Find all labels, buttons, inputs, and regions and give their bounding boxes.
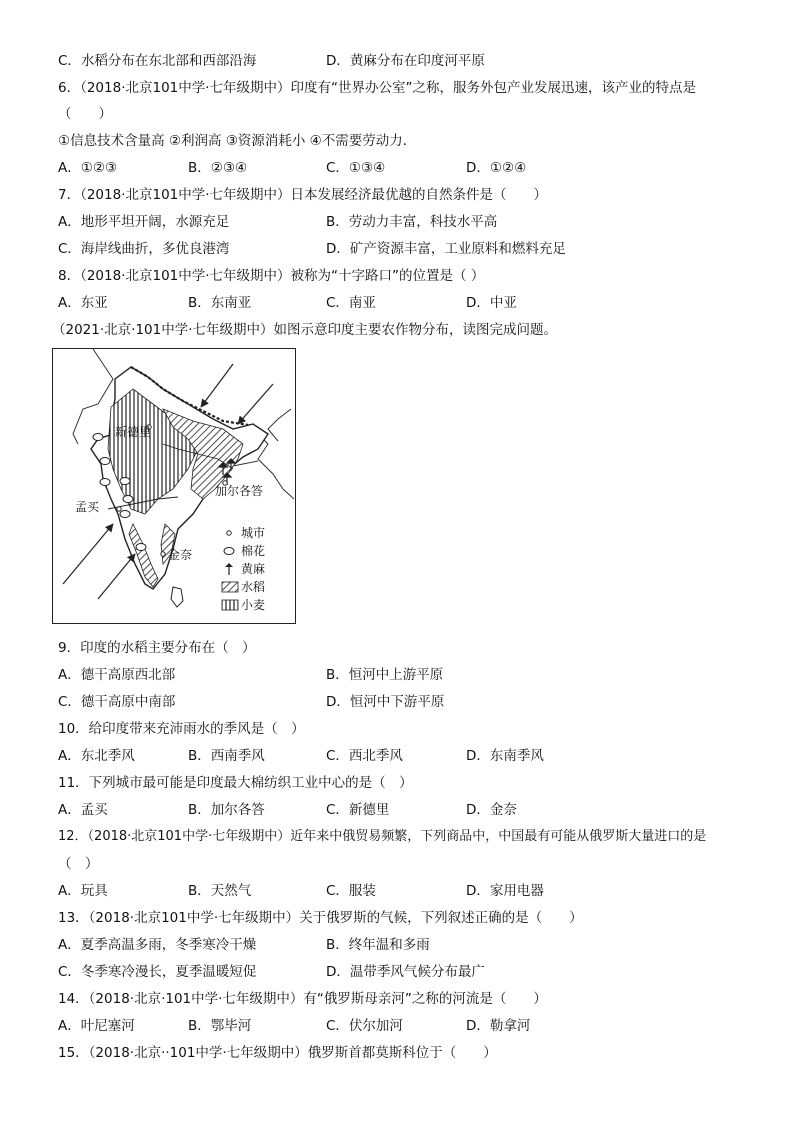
q13-option-d: D．温带季风气候分布最广 xyxy=(326,964,485,980)
q8-option-a: A．东亚 xyxy=(58,295,108,311)
q13-option-c: C．冬季寒冷漫长，夏季温暖短促 xyxy=(58,964,257,980)
q14-option-b: B．鄂毕河 xyxy=(188,1018,252,1034)
india-crop-map xyxy=(52,348,296,624)
q7-option-b: B．劳动力丰富，科技水平高 xyxy=(326,214,498,230)
city-label-new-delhi: 新德里 xyxy=(115,425,152,439)
monsoon-arrow xyxy=(98,554,135,599)
q12-option-c: C．服装 xyxy=(326,883,376,899)
legend-cotton: 棉花 xyxy=(241,544,266,558)
q8-option-b: B．东南亚 xyxy=(188,295,252,311)
q10-option-d: D．东南季风 xyxy=(466,748,544,764)
option-d-prev: D．黄麻分布在印度河平原 xyxy=(326,53,485,69)
q10-option-a: A．东北季风 xyxy=(58,748,135,764)
q10-option-c: C．西北季风 xyxy=(326,748,403,764)
q14-option-d: D．勒拿河 xyxy=(466,1018,531,1034)
question-10: 10．给印度带来充沛雨水的季风是（ ） xyxy=(58,721,305,737)
monsoon-arrow xyxy=(238,384,273,424)
legend-wheat: 小麦 xyxy=(241,598,266,612)
map-legend xyxy=(222,526,265,612)
question-6-items: ①信息技术含量高 ②利润高 ③资源消耗小 ④不需要劳动力． xyxy=(58,133,417,149)
q7-option-d: D．矿产资源丰富，工业原料和燃料充足 xyxy=(326,241,566,257)
q12-option-d: D．家用电器 xyxy=(466,883,544,899)
q13-option-a: A．夏季高温多雨，冬季寒冷干燥 xyxy=(58,937,257,953)
question-12: 12．（2018·北京101中学·七年级期中）近年来中俄贸易频繁，下列商品中，中国最有可能从俄罗斯大量进口的是 xyxy=(58,829,707,844)
monsoon-arrow xyxy=(201,364,233,407)
q10-option-b: B．西南季风 xyxy=(188,748,265,764)
q6-option-d: D．①②④ xyxy=(466,160,527,176)
q8-option-d: D．中亚 xyxy=(466,295,517,311)
q11-option-d: D．金奈 xyxy=(466,802,517,818)
question-8: 8．（2018·北京101中学·七年级期中）被称为“十字路口”的位置是（ ） xyxy=(58,268,485,284)
question-12-paren: （ ） xyxy=(58,856,99,872)
q9-option-d: D．恒河中下游平原 xyxy=(326,694,445,710)
map-intro: （2021·北京·101中学·七年级期中）如图示意印度主要农作物分布，读图完成问题。 xyxy=(52,322,557,338)
city-label-chennai: 金奈 xyxy=(168,548,193,562)
q12-option-b: B．天然气 xyxy=(188,883,252,899)
question-15: 15．（2018·北京··101中学·七年级期中）俄罗斯首都莫斯科位于（ ） xyxy=(58,1045,497,1061)
q14-option-c: C．伏尔加河 xyxy=(326,1018,403,1034)
q12-option-a: A．玩具 xyxy=(58,883,108,899)
question-14: 14．（2018·北京·101中学·七年级期中）有“俄罗斯母亲河”之称的河流是（ ） xyxy=(58,991,547,1007)
q9-option-b: B．恒河中上游平原 xyxy=(326,667,444,683)
question-6: 6．（2018·北京101中学·七年级期中）印度有“世界办公室”之称，服务外包产业发展迅速，该产业的特点是 xyxy=(58,80,697,96)
q11-option-a: A．孟买 xyxy=(58,802,108,818)
q9-option-a: A．德干高原西北部 xyxy=(58,667,176,683)
question-6-paren: （ ） xyxy=(58,106,112,122)
legend-city: 城市 xyxy=(241,526,266,540)
q14-option-a: A．叶尼塞河 xyxy=(58,1018,135,1034)
question-13: 13．（2018·北京101中学·七年级期中）关于俄罗斯的气候，下列叙述正确的是（ ） xyxy=(58,910,583,926)
monsoon-arrow xyxy=(63,524,113,584)
q9-option-c: C．德干高原中南部 xyxy=(58,694,176,710)
q6-option-b: B．②③④ xyxy=(188,160,248,176)
q6-option-a: A．①②③ xyxy=(58,160,118,176)
q8-option-c: C．南亚 xyxy=(326,295,376,311)
q11-option-b: B．加尔各答 xyxy=(188,802,265,818)
question-9: 9．印度的水稻主要分布在（ ） xyxy=(58,640,256,656)
legend-rice: 水稻 xyxy=(241,580,266,594)
city-label-mumbai: 孟买 xyxy=(75,500,100,514)
q7-option-c: C．海岸线曲折，多优良港湾 xyxy=(58,241,230,257)
q13-option-b: B．终年温和多雨 xyxy=(326,937,430,953)
question-7: 7．（2018·北京101中学·七年级期中）日本发展经济最优越的自然条件是（ ） xyxy=(58,187,548,203)
q11-option-c: C．新德里 xyxy=(326,802,390,818)
question-11: 11．下列城市最可能是印度最大棉纺织工业中心的是（ ） xyxy=(58,775,413,791)
q7-option-a: A．地形平坦开阔，水源充足 xyxy=(58,214,230,230)
legend-jute: 黄麻 xyxy=(241,562,266,576)
q6-option-c: C．①③④ xyxy=(326,160,386,176)
option-c-prev: C．水稻分布在东北部和西部沿海 xyxy=(58,53,257,69)
city-label-kolkata: 加尔各答 xyxy=(215,484,264,498)
